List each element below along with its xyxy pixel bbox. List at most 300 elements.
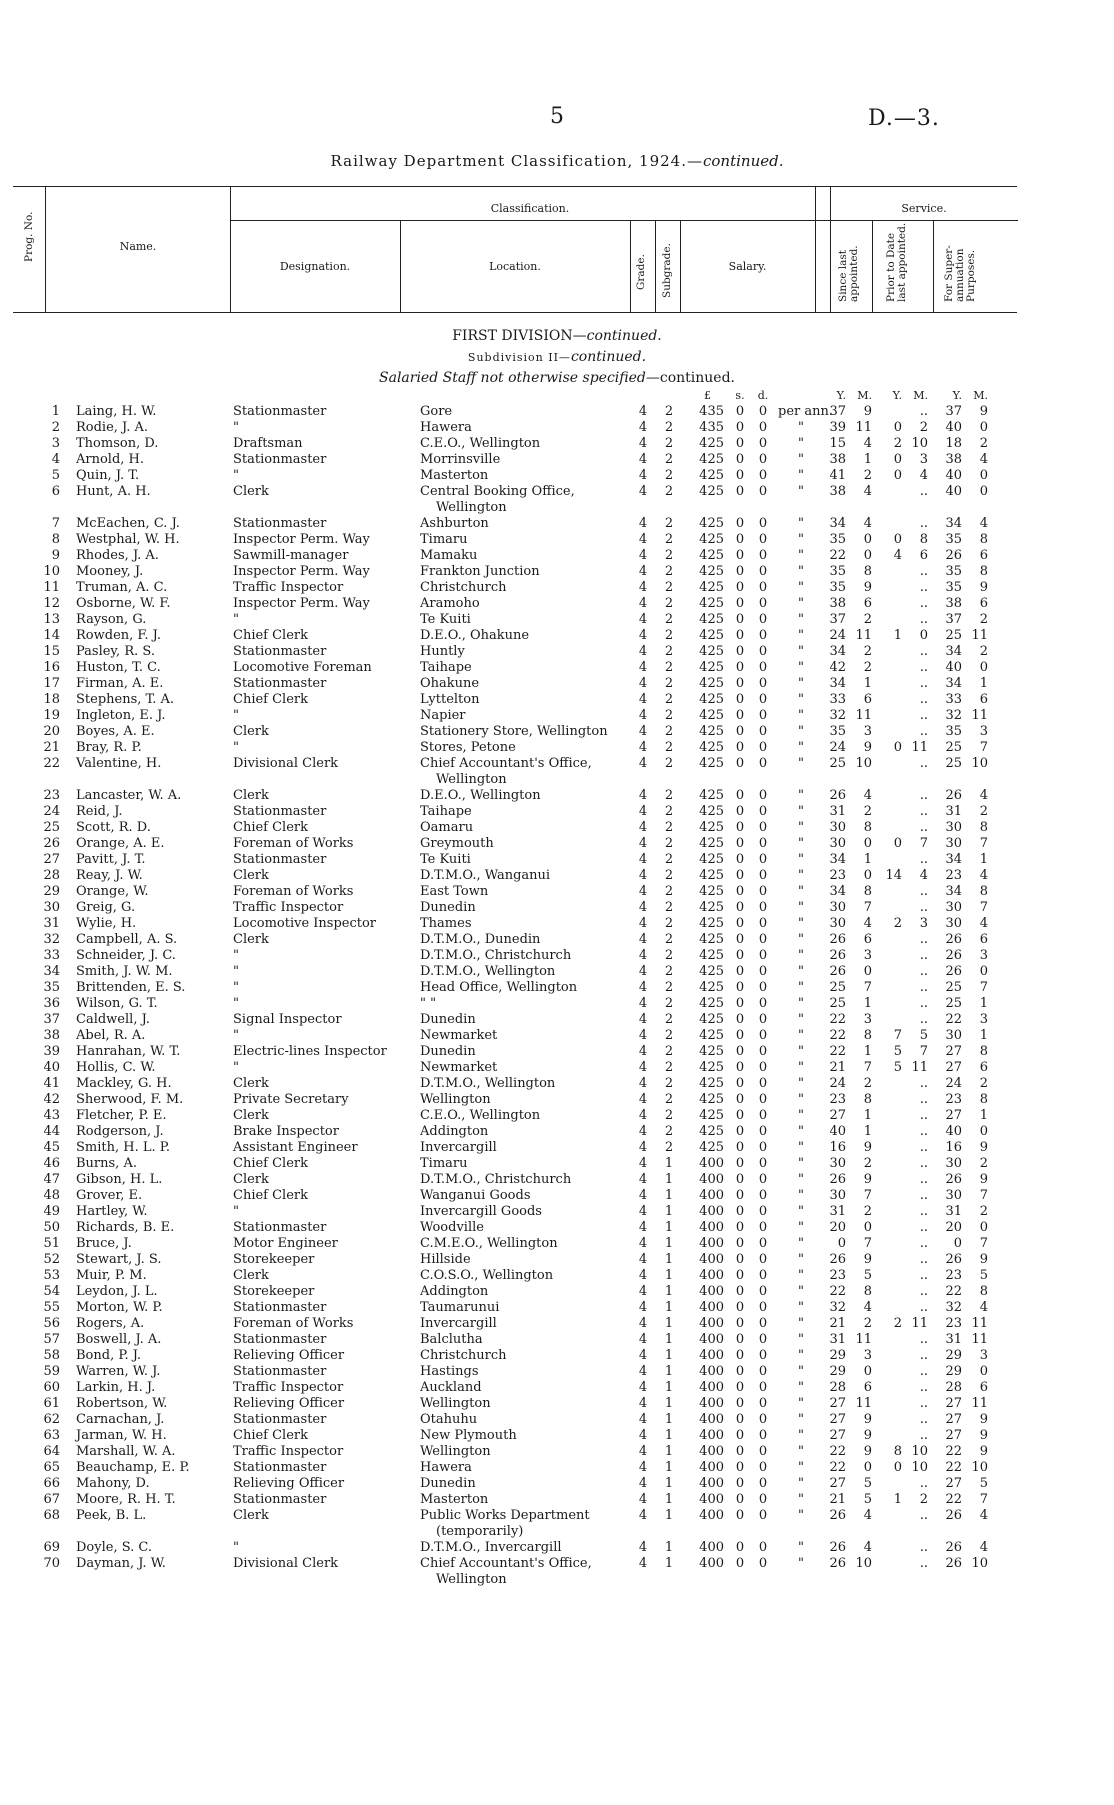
- salary-period: ": [798, 948, 804, 963]
- prior-months: ..: [919, 1428, 928, 1443]
- salary-period: ": [798, 580, 804, 595]
- prog-no: 45: [43, 1140, 60, 1155]
- subgrade: 2: [664, 420, 674, 435]
- salary-shillings: 0: [735, 1124, 745, 1139]
- salary-period: ": [798, 1124, 804, 1139]
- salary-shillings: 0: [735, 660, 745, 675]
- salary-pounds: 425: [699, 532, 724, 547]
- salary-pence: 0: [758, 1332, 768, 1347]
- location: Auckland: [420, 1380, 482, 1395]
- super-years: 26: [945, 1252, 962, 1267]
- super-months: 8: [979, 884, 988, 899]
- prog-no: 62: [43, 1412, 60, 1427]
- location: C.M.E.O., Wellington: [420, 1236, 558, 1251]
- subgrade: 1: [664, 1236, 674, 1251]
- grade: 4: [638, 1364, 648, 1379]
- salary-pounds: 425: [699, 996, 724, 1011]
- location: Hillside: [420, 1252, 471, 1267]
- salary-shillings: 0: [735, 468, 745, 483]
- since-last-months: 11: [855, 1332, 872, 1347]
- since-last-months: 5: [863, 1492, 872, 1507]
- salary-pounds: 425: [699, 612, 724, 627]
- super-years: 23: [945, 1092, 962, 1107]
- salary-pence: 0: [758, 980, 768, 995]
- location: Frankton Junction: [420, 564, 540, 579]
- salary-period: ": [798, 708, 804, 723]
- grade: 4: [638, 1204, 648, 1219]
- prior-months: ..: [919, 884, 928, 899]
- designation: Chief Clerk: [233, 628, 309, 643]
- salary-pounds: 425: [699, 724, 724, 739]
- super-years: 34: [945, 644, 962, 659]
- prog-no: 65: [43, 1460, 60, 1475]
- prior-years: 2: [893, 916, 902, 931]
- salary-period: ": [798, 1092, 804, 1107]
- grade: 4: [638, 1428, 648, 1443]
- staff-name: Brittenden, E. S.: [76, 980, 186, 995]
- since-last-months: 10: [855, 1556, 872, 1571]
- since-last-years: 25: [829, 980, 846, 995]
- since-last-months: 0: [863, 964, 872, 979]
- location: Lyttelton: [420, 692, 480, 707]
- prog-no: 8: [51, 532, 60, 547]
- designation: Stationmaster: [233, 644, 327, 659]
- designation: Foreman of Works: [233, 836, 354, 851]
- prior-years: 1: [893, 628, 902, 643]
- salary-pounds: 425: [699, 1108, 724, 1123]
- header-top-rule: [13, 186, 1017, 187]
- super-years: 40: [945, 1124, 962, 1139]
- salary-shillings: 0: [735, 676, 745, 691]
- since-last-months: 1: [863, 1124, 872, 1139]
- subgrade: 2: [664, 740, 674, 755]
- super-years: 30: [945, 1188, 962, 1203]
- super-years: 27: [945, 1396, 962, 1411]
- location: Taihape: [420, 804, 472, 819]
- prog-no: 69: [43, 1540, 60, 1555]
- prog-no: 43: [43, 1108, 60, 1123]
- prog-no: 14: [43, 628, 60, 643]
- staff-name: Muir, P. M.: [76, 1268, 147, 1283]
- super-months: 7: [979, 900, 988, 915]
- staff-name: Smith, H. L. P.: [76, 1140, 170, 1155]
- salary-shillings: 0: [735, 1060, 745, 1075]
- since-last-years: 35: [829, 532, 846, 547]
- staff-name: Hollis, C. W.: [76, 1060, 156, 1075]
- since-last-years: 31: [829, 1204, 846, 1219]
- salary-shillings: 0: [735, 436, 745, 451]
- salary-shillings: 0: [735, 1348, 745, 1363]
- super-years: 18: [945, 436, 962, 451]
- salary-pounds: 425: [699, 964, 724, 979]
- location: Invercargill Goods: [420, 1204, 542, 1219]
- salary-pounds: 400: [699, 1380, 724, 1395]
- unit-y1: Y.: [836, 389, 846, 402]
- prog-no: 46: [43, 1156, 60, 1171]
- designation: Brake Inspector: [233, 1124, 339, 1139]
- super-months: 11: [971, 1316, 988, 1331]
- super-years: 31: [945, 804, 962, 819]
- prog-no: 3: [51, 436, 60, 451]
- subgrade: 2: [664, 1124, 674, 1139]
- prog-no: 64: [43, 1444, 60, 1459]
- super-years: 22: [945, 1460, 962, 1475]
- salary-pounds: 425: [699, 692, 724, 707]
- since-last-years: 24: [829, 628, 846, 643]
- prior-months: ..: [919, 1412, 928, 1427]
- super-months: 8: [979, 532, 988, 547]
- staff-name: Boyes, A. E.: [76, 724, 155, 739]
- super-years: 27: [945, 1108, 962, 1123]
- prog-no: 26: [43, 836, 60, 851]
- since-last-months: 7: [863, 1236, 872, 1251]
- location: Te Kuiti: [420, 852, 471, 867]
- salary-shillings: 0: [735, 1284, 745, 1299]
- location: Public Works Department: [420, 1508, 590, 1523]
- grade: 4: [638, 1028, 648, 1043]
- prog-no: 42: [43, 1092, 60, 1107]
- since-last-months: 10: [855, 756, 872, 771]
- super-years: 26: [945, 1172, 962, 1187]
- rule-v4: [630, 220, 631, 312]
- location: Masterton: [420, 468, 489, 483]
- salary-shillings: 0: [735, 708, 745, 723]
- designation: Relieving Officer: [233, 1348, 345, 1363]
- designation: Chief Clerk: [233, 820, 309, 835]
- location: Chief Accountant's Office,: [420, 1556, 592, 1571]
- subgrade: 2: [664, 996, 674, 1011]
- prog-no: 59: [43, 1364, 60, 1379]
- grade: 4: [638, 996, 648, 1011]
- salary-pounds: 425: [699, 628, 724, 643]
- staff-name: Robertson, W.: [76, 1396, 168, 1411]
- staff-name: Valentine, H.: [76, 756, 162, 771]
- since-last-months: 0: [863, 836, 872, 851]
- since-last-months: 6: [863, 692, 872, 707]
- designation: Locomotive Inspector: [233, 916, 377, 931]
- salary-period: ": [798, 532, 804, 547]
- subgrade: 2: [664, 852, 674, 867]
- subgrade: 2: [664, 484, 674, 499]
- staff-name: Warren, W. J.: [76, 1364, 161, 1379]
- location: Dunedin: [420, 1044, 476, 1059]
- salary-pence: 0: [758, 1188, 768, 1203]
- staff-name: Stephens, T. A.: [76, 692, 175, 707]
- grade: 4: [638, 900, 648, 915]
- super-months: 1: [979, 1108, 988, 1123]
- salary-shillings: 0: [735, 1108, 745, 1123]
- prog-no: 38: [43, 1028, 60, 1043]
- grade: 4: [638, 436, 648, 451]
- subgrade: 1: [664, 1556, 674, 1571]
- prog-no: 70: [43, 1556, 60, 1571]
- since-last-months: 4: [863, 1540, 872, 1555]
- salary-pounds: 425: [699, 1140, 724, 1155]
- prior-years: 0: [893, 836, 902, 851]
- since-last-years: 40: [829, 1124, 846, 1139]
- since-last-months: 4: [863, 436, 872, 451]
- salary-pounds: 425: [699, 740, 724, 755]
- location: Dunedin: [420, 1012, 476, 1027]
- salary-shillings: 0: [735, 1140, 745, 1155]
- since-last-years: 22: [829, 1460, 846, 1475]
- super-years: 35: [945, 724, 962, 739]
- salary-shillings: 0: [735, 1428, 745, 1443]
- prior-months: ..: [919, 932, 928, 947]
- prior-years: 1: [893, 1492, 902, 1507]
- grade: 4: [638, 1188, 648, 1203]
- subgrade: 1: [664, 1300, 674, 1315]
- since-last-months: 1: [863, 996, 872, 1011]
- location: Timaru: [420, 532, 468, 547]
- designation: ": [233, 468, 239, 483]
- prior-years: 2: [893, 1316, 902, 1331]
- since-last-years: 22: [829, 1028, 846, 1043]
- salary-period: ": [798, 1012, 804, 1027]
- prior-years: 2: [893, 436, 902, 451]
- since-last-months: 8: [863, 820, 872, 835]
- salary-pence: 0: [758, 644, 768, 659]
- location: Christchurch: [420, 1348, 507, 1363]
- staff-name: Orange, W.: [76, 884, 149, 899]
- since-last-months: 7: [863, 1060, 872, 1075]
- designation: Clerk: [233, 484, 269, 499]
- super-months: 10: [971, 1460, 988, 1475]
- designation: Chief Clerk: [233, 1188, 309, 1203]
- staff-name: Huston, T. C.: [76, 660, 161, 675]
- salary-period: ": [798, 660, 804, 675]
- grade: 4: [638, 1012, 648, 1027]
- since-last-months: 2: [863, 1204, 872, 1219]
- prog-no: 18: [43, 692, 60, 707]
- super-years: 38: [945, 452, 962, 467]
- super-months: 0: [979, 1364, 988, 1379]
- prior-months: ..: [919, 724, 928, 739]
- salary-pounds: 400: [699, 1428, 724, 1443]
- salary-shillings: 0: [735, 1188, 745, 1203]
- location-header: Location.: [489, 260, 541, 273]
- salary-pence: 0: [758, 1028, 768, 1043]
- staff-name: Reid, J.: [76, 804, 123, 819]
- super-years: 27: [945, 1044, 962, 1059]
- salary-shillings: 0: [735, 1028, 745, 1043]
- salary-period: ": [798, 1268, 804, 1283]
- salary-pounds: 400: [699, 1460, 724, 1475]
- since-last-years: 30: [829, 1156, 846, 1171]
- super-years: 34: [945, 516, 962, 531]
- salary-pounds: 425: [699, 548, 724, 563]
- salary-shillings: 0: [735, 612, 745, 627]
- unit-y3: Y.: [952, 389, 962, 402]
- location: C.O.S.O., Wellington: [420, 1268, 554, 1283]
- subgrade: 1: [664, 1364, 674, 1379]
- super-months: 8: [979, 1092, 988, 1107]
- unit-y2: Y.: [892, 389, 902, 402]
- since-last-years: 41: [829, 468, 846, 483]
- super-years: 27: [945, 1428, 962, 1443]
- since-last-years: 26: [829, 932, 846, 947]
- since-last-years: 21: [829, 1316, 846, 1331]
- grade: 4: [638, 1348, 648, 1363]
- grade: 4: [638, 1556, 648, 1571]
- salary-shillings: 0: [735, 740, 745, 755]
- since-last-months: 9: [863, 404, 872, 419]
- staff-name: Thomson, D.: [76, 436, 159, 451]
- prior-months: ..: [919, 612, 928, 627]
- salary-pence: 0: [758, 1220, 768, 1235]
- super-years: 25: [945, 628, 962, 643]
- designation: Locomotive Foreman: [233, 660, 372, 675]
- staff-name: Wylie, H.: [76, 916, 137, 931]
- salary-pence: 0: [758, 532, 768, 547]
- location: Addington: [420, 1284, 489, 1299]
- staff-name: Moore, R. H. T.: [76, 1492, 176, 1507]
- salary-shillings: 0: [735, 532, 745, 547]
- super-years: 25: [945, 996, 962, 1011]
- salary-shillings: 0: [735, 404, 745, 419]
- super-months: 9: [979, 1428, 988, 1443]
- since-last-years: 31: [829, 804, 846, 819]
- super-months: 5: [979, 1268, 988, 1283]
- since-last-years: 30: [829, 1188, 846, 1203]
- subgrade: 2: [664, 932, 674, 947]
- grade: 4: [638, 948, 648, 963]
- salary-pence: 0: [758, 1108, 768, 1123]
- prior-months: ..: [919, 1540, 928, 1555]
- salary-period: ": [798, 1156, 804, 1171]
- since-last-months: 11: [855, 708, 872, 723]
- subgrade: 1: [664, 1396, 674, 1411]
- salary-period: ": [798, 932, 804, 947]
- designation: Stationmaster: [233, 804, 327, 819]
- super-years: 40: [945, 484, 962, 499]
- designation: Motor Engineer: [233, 1236, 338, 1251]
- location: Addington: [420, 1124, 489, 1139]
- super-months: 3: [979, 1012, 988, 1027]
- designation: Signal Inspector: [233, 1012, 342, 1027]
- prior-months: ..: [919, 852, 928, 867]
- salary-pounds: 400: [699, 1204, 724, 1219]
- super-months: 2: [979, 1204, 988, 1219]
- salary-pence: 0: [758, 1140, 768, 1155]
- super-years: 23: [945, 1316, 962, 1331]
- salary-pounds: 425: [699, 916, 724, 931]
- salary-pounds: 400: [699, 1284, 724, 1299]
- since-last-months: 7: [863, 980, 872, 995]
- prog-no: 56: [43, 1316, 60, 1331]
- salary-period: ": [798, 1044, 804, 1059]
- prog-no: 44: [43, 1124, 60, 1139]
- designation: ": [233, 996, 239, 1011]
- since-last-years: 22: [829, 1444, 846, 1459]
- salary-pence: 0: [758, 1476, 768, 1491]
- salary-pounds: 425: [699, 900, 724, 915]
- since-last-years: 22: [829, 1284, 846, 1299]
- salary-period: ": [798, 564, 804, 579]
- since-last-years: 34: [829, 676, 846, 691]
- prior-months: 6: [919, 548, 928, 563]
- salary-pounds: 400: [699, 1444, 724, 1459]
- salary-pence: 0: [758, 596, 768, 611]
- super-years: 29: [945, 1364, 962, 1379]
- salary-pence: 0: [758, 1236, 768, 1251]
- designation: Clerk: [233, 1268, 269, 1283]
- designation: Stationmaster: [233, 1492, 327, 1507]
- salary-pounds: 400: [699, 1412, 724, 1427]
- salary-period: ": [798, 836, 804, 851]
- salary-pence: 0: [758, 788, 768, 803]
- prog-no: 53: [43, 1268, 60, 1283]
- salary-period: ": [798, 916, 804, 931]
- prior-months: ..: [919, 644, 928, 659]
- super-months: 3: [979, 724, 988, 739]
- prog-no: 7: [51, 516, 60, 531]
- location: Invercargill: [420, 1140, 497, 1155]
- grade: 4: [638, 580, 648, 595]
- since-last-years: 22: [829, 1044, 846, 1059]
- super-months: 4: [979, 868, 988, 883]
- prior-months: ..: [919, 580, 928, 595]
- salary-pence: 0: [758, 964, 768, 979]
- location: Huntly: [420, 644, 465, 659]
- designation: ": [233, 1060, 239, 1075]
- super-months: 1: [979, 676, 988, 691]
- grade: 4: [638, 596, 648, 611]
- location: Stores, Petone: [420, 740, 516, 755]
- staff-name: Beauchamp, E. P.: [76, 1460, 190, 1475]
- super-years: 27: [945, 1412, 962, 1427]
- prior-months: ..: [919, 596, 928, 611]
- salary-period: ": [798, 1220, 804, 1235]
- subgrade: 1: [664, 1508, 674, 1523]
- salary-pounds: 400: [699, 1300, 724, 1315]
- salary-shillings: 0: [735, 516, 745, 531]
- staff-name: Larkin, H. J.: [76, 1380, 156, 1395]
- salary-shillings: 0: [735, 884, 745, 899]
- grade: 4: [638, 676, 648, 691]
- salary-period: ": [798, 1140, 804, 1155]
- staff-name: Orange, A. E.: [76, 836, 165, 851]
- salary-period: ": [798, 788, 804, 803]
- subgrade: 2: [664, 692, 674, 707]
- salary-shillings: 0: [735, 1556, 745, 1571]
- salary-pounds: 400: [699, 1396, 724, 1411]
- since-last-months: 2: [863, 804, 872, 819]
- salary-pence: 0: [758, 852, 768, 867]
- grade: 4: [638, 1076, 648, 1091]
- since-last-months: 1: [863, 1044, 872, 1059]
- staff-name: Hunt, A. H.: [76, 484, 151, 499]
- since-last-months: 11: [855, 420, 872, 435]
- salary-pounds: 425: [699, 1060, 724, 1075]
- staff-name: Mahony, D.: [76, 1476, 150, 1491]
- staff-name: Fletcher, P. E.: [76, 1108, 167, 1123]
- since-last-years: 35: [829, 724, 846, 739]
- prior-months: 11: [911, 1060, 928, 1075]
- grade: 4: [638, 644, 648, 659]
- since-last-years: 33: [829, 692, 846, 707]
- location: Wellington: [420, 1092, 491, 1107]
- grade: 4: [638, 1412, 648, 1427]
- since-last-years: 15: [829, 436, 846, 451]
- prior-months: ..: [919, 1220, 928, 1235]
- super-months: 6: [979, 1380, 988, 1395]
- super-months: 0: [979, 484, 988, 499]
- salary-period: ": [798, 724, 804, 739]
- prog-no: 51: [43, 1236, 60, 1251]
- subgrade: 2: [664, 468, 674, 483]
- salary-shillings: 0: [735, 996, 745, 1011]
